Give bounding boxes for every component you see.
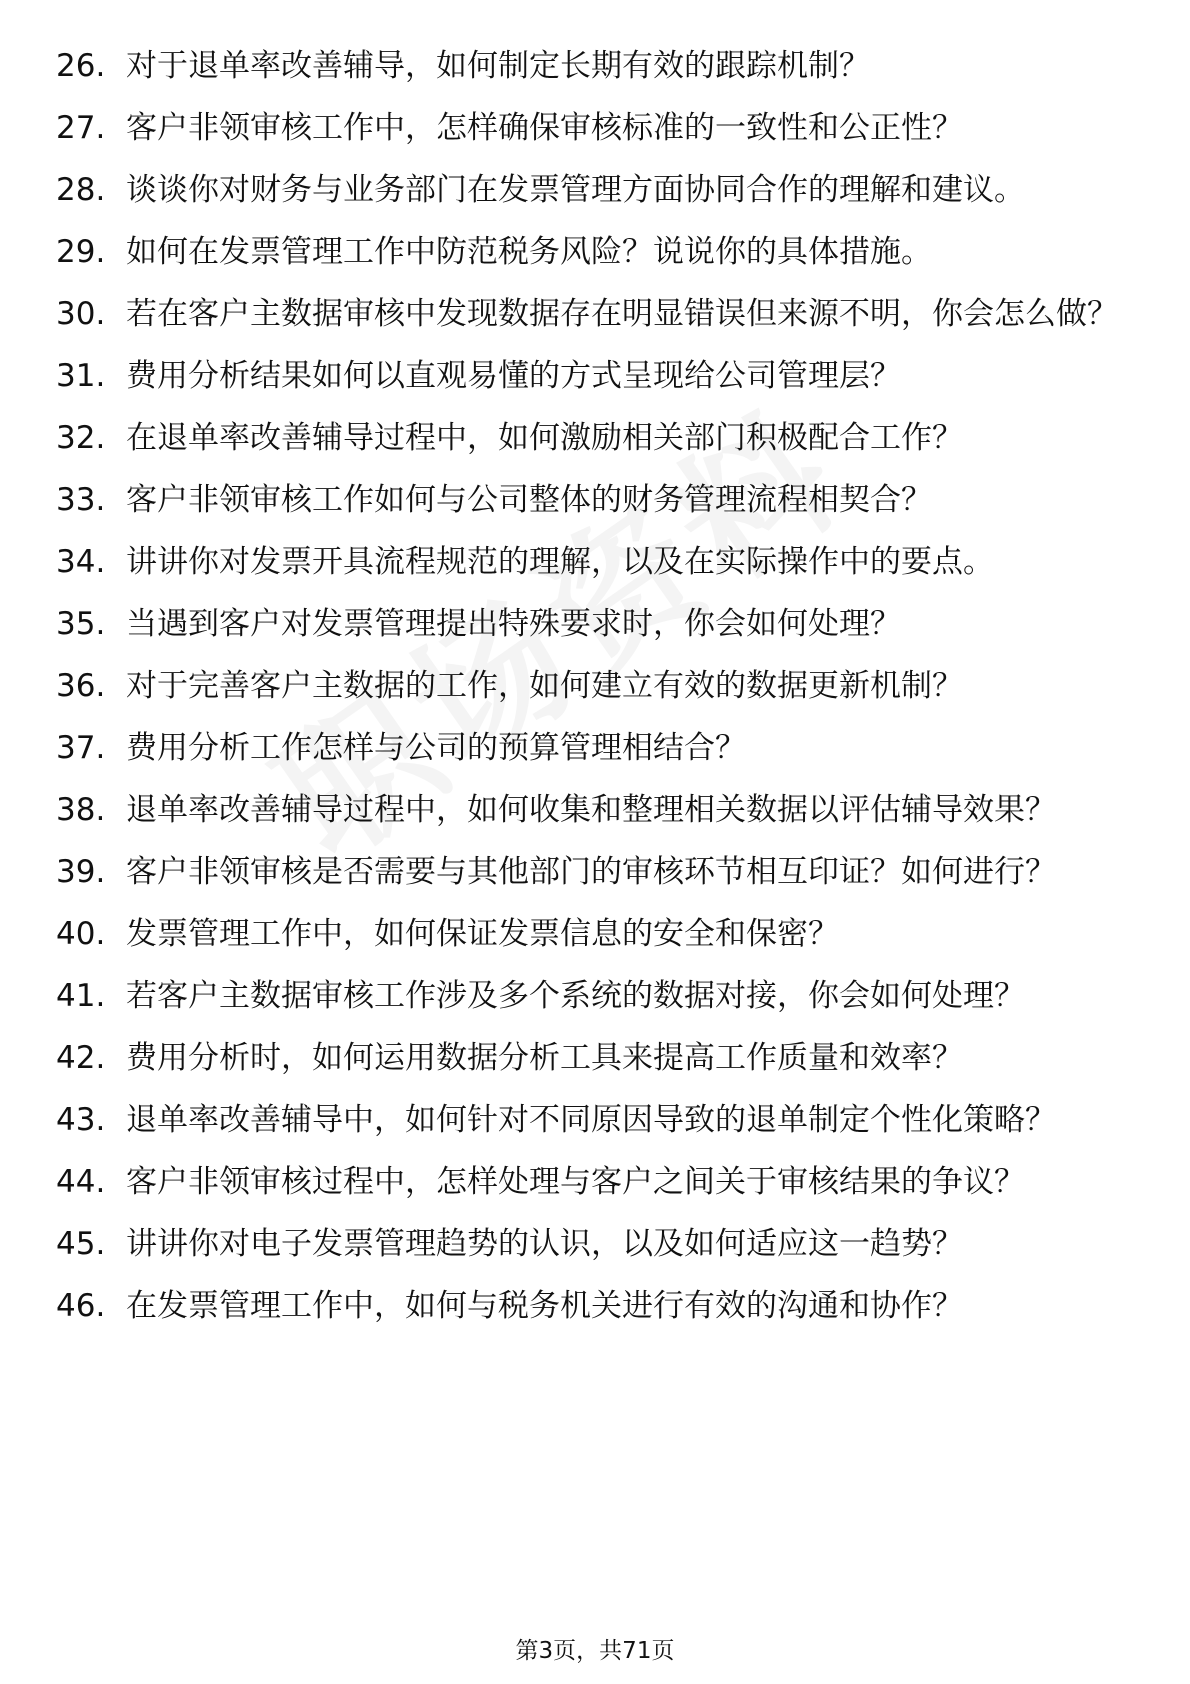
question-text: 对于完善客户主数据的工作，如何建立有效的数据更新机制？ (126, 668, 963, 704)
question-number: 42. (56, 1040, 106, 1076)
question-text: 在退单率改善辅导过程中，如何激励相关部门积极配合工作？ (126, 420, 963, 456)
question-text: 客户非领审核工作中，怎样确保审核标准的一致性和公正性？ (126, 110, 963, 146)
question-text: 退单率改善辅导中，如何针对不同原因导致的退单制定个性化策略？ (126, 1102, 1056, 1138)
question-text: 若在客户主数据审核中发现数据存在明显错误但来源不明，你会怎么做？ (126, 296, 1118, 332)
question-number: 45. (56, 1226, 106, 1262)
question-number: 33. (56, 482, 106, 518)
question-text: 在发票管理工作中，如何与税务机关进行有效的沟通和协作？ (126, 1288, 963, 1324)
list-item (56, 728, 1126, 769)
question-text: 谈谈你对财务与业务部门在发票管理方面协同合作的理解和建议。 (126, 172, 1025, 208)
list-item (56, 108, 1126, 149)
question-text: 费用分析工作怎样与公司的预算管理相结合？ (126, 730, 746, 766)
question-number: 30. (56, 296, 106, 332)
list-item (56, 604, 1126, 645)
question-text: 客户非领审核工作如何与公司整体的财务管理流程相契合？ (126, 482, 932, 518)
question-number: 32. (56, 420, 106, 456)
question-number: 37. (56, 730, 106, 766)
list-item (56, 46, 1126, 87)
question-number: 28. (56, 172, 106, 208)
question-text: 如何在发票管理工作中防范税务风险？说说你的具体措施。 (126, 234, 932, 270)
question-number: 29. (56, 234, 106, 270)
list-item (56, 356, 1126, 397)
question-number: 39. (56, 854, 106, 890)
list-item (56, 976, 1126, 1017)
question-number: 31. (56, 358, 106, 394)
list-item (56, 542, 1126, 583)
list-item (56, 790, 1126, 831)
question-number: 34. (56, 544, 106, 580)
question-number: 36. (56, 668, 106, 704)
question-text: 费用分析结果如何以直观易懂的方式呈现给公司管理层？ (126, 358, 901, 394)
list-item (56, 914, 1126, 955)
list-item (56, 294, 1126, 335)
list-item (56, 1038, 1126, 1079)
question-text: 若客户主数据审核工作涉及多个系统的数据对接，你会如何处理？ (126, 978, 1025, 1014)
question-text: 客户非领审核过程中，怎样处理与客户之间关于审核结果的争议？ (126, 1164, 1025, 1200)
list-item (56, 232, 1126, 273)
question-number: 38. (56, 792, 106, 828)
question-number: 46. (56, 1288, 106, 1324)
question-list (56, 46, 1126, 1348)
question-text: 讲讲你对电子发票管理趋势的认识，以及如何适应这一趋势？ (126, 1226, 963, 1262)
question-number: 43. (56, 1102, 106, 1138)
question-text: 发票管理工作中，如何保证发票信息的安全和保密？ (126, 916, 839, 952)
question-text: 当遇到客户对发票管理提出特殊要求时，你会如何处理？ (126, 606, 901, 642)
question-number: 35. (56, 606, 106, 642)
list-item (56, 1100, 1126, 1141)
question-text: 费用分析时，如何运用数据分析工具来提高工作质量和效率？ (126, 1040, 963, 1076)
question-text: 对于退单率改善辅导，如何制定长期有效的跟踪机制？ (126, 48, 870, 84)
list-item (56, 1224, 1126, 1265)
list-item (56, 852, 1126, 893)
list-item (56, 1286, 1126, 1327)
question-text: 讲讲你对发票开具流程规范的理解，以及在实际操作中的要点。 (126, 544, 994, 580)
question-text: 退单率改善辅导过程中，如何收集和整理相关数据以评估辅导效果？ (126, 792, 1056, 828)
question-number: 41. (56, 978, 106, 1014)
page-footer: 第3页，共71页 (515, 1638, 675, 1664)
question-text: 客户非领审核是否需要与其他部门的审核环节相互印证？如何进行？ (126, 854, 1056, 890)
list-item (56, 666, 1126, 707)
list-item (56, 418, 1126, 459)
question-number: 40. (56, 916, 106, 952)
question-number: 27. (56, 110, 106, 146)
question-number: 44. (56, 1164, 106, 1200)
list-item (56, 170, 1126, 211)
list-item (56, 1162, 1126, 1203)
question-number: 26. (56, 48, 106, 84)
list-item (56, 480, 1126, 521)
